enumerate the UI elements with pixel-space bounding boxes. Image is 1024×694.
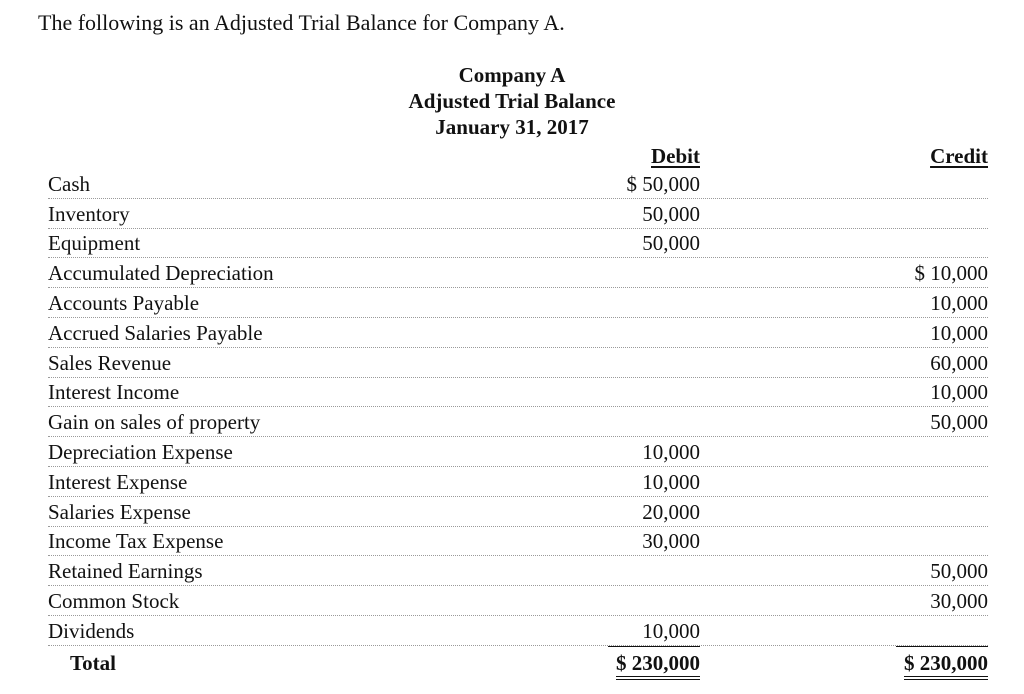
debit-amount: 50,000 bbox=[642, 201, 700, 226]
table-row bbox=[48, 199, 988, 229]
table-row bbox=[48, 556, 988, 586]
account-name: Accumulated Depreciation bbox=[48, 261, 274, 286]
debit-amount: 10,000 bbox=[642, 618, 700, 643]
account-name: Salaries Expense bbox=[48, 499, 191, 524]
total-credit: $ 230,000 bbox=[904, 650, 988, 680]
statement-header bbox=[362, 62, 662, 140]
account-name: Common Stock bbox=[48, 588, 180, 613]
credit-amount: 10,000 bbox=[930, 320, 988, 345]
account-name: Depreciation Expense bbox=[48, 439, 233, 464]
total-row bbox=[48, 646, 988, 686]
account-name: Interest Expense bbox=[48, 469, 188, 494]
table-row bbox=[48, 407, 988, 437]
credit-amount: 10,000 bbox=[930, 380, 988, 405]
trial-balance-rows bbox=[48, 169, 988, 646]
company-name: Company A bbox=[458, 63, 566, 87]
account-name: Accrued Salaries Payable bbox=[48, 320, 263, 345]
debit-amount: 30,000 bbox=[642, 529, 700, 554]
table-row bbox=[48, 318, 988, 348]
table-row bbox=[48, 288, 988, 318]
total-debit: $ 230,000 bbox=[616, 650, 700, 680]
credit-amount: 60,000 bbox=[930, 350, 988, 375]
debit-amount: 50,000 bbox=[642, 231, 700, 256]
debit-amount: $ 50,000 bbox=[626, 171, 700, 196]
table-row bbox=[48, 348, 988, 378]
account-name: Interest Income bbox=[48, 380, 180, 405]
table-row bbox=[48, 586, 988, 616]
credit-amount: 10,000 bbox=[930, 290, 988, 315]
table-row bbox=[48, 378, 988, 408]
table-row bbox=[48, 527, 988, 557]
account-name: Inventory bbox=[48, 201, 130, 226]
debit-amount: 10,000 bbox=[642, 469, 700, 494]
table-row bbox=[48, 467, 988, 497]
credit-column-header: Credit bbox=[930, 144, 988, 168]
debit-column-header: Debit bbox=[651, 144, 700, 168]
total-label: Total bbox=[70, 651, 116, 675]
table-row bbox=[48, 169, 988, 199]
statement-title: Adjusted Trial Balance bbox=[408, 89, 616, 113]
account-name: Equipment bbox=[48, 231, 141, 256]
debit-amount: 10,000 bbox=[642, 439, 700, 464]
account-name: Dividends bbox=[48, 618, 135, 643]
credit-amount: $ 10,000 bbox=[914, 261, 988, 286]
credit-amount: 30,000 bbox=[930, 588, 988, 613]
credit-amount: 50,000 bbox=[930, 410, 988, 435]
account-name: Gain on sales of property bbox=[48, 410, 261, 435]
account-name: Income Tax Expense bbox=[48, 529, 224, 554]
account-name: Sales Revenue bbox=[48, 350, 172, 375]
statement-date: January 31, 2017 bbox=[435, 115, 589, 139]
intro-text: The following is an Adjusted Trial Balance for Company A. bbox=[38, 10, 565, 35]
credit-amount: 50,000 bbox=[930, 559, 988, 584]
account-name: Accounts Payable bbox=[48, 290, 200, 315]
table-row bbox=[48, 616, 988, 646]
table-row bbox=[48, 258, 988, 288]
credit-sum-rule bbox=[896, 646, 988, 647]
debit-amount: 20,000 bbox=[642, 499, 700, 524]
account-name: Cash bbox=[48, 171, 90, 196]
account-name: Retained Earnings bbox=[48, 559, 203, 584]
table-row bbox=[48, 437, 988, 467]
table-row bbox=[48, 229, 988, 259]
debit-sum-rule bbox=[608, 646, 700, 647]
table-row bbox=[48, 497, 988, 527]
